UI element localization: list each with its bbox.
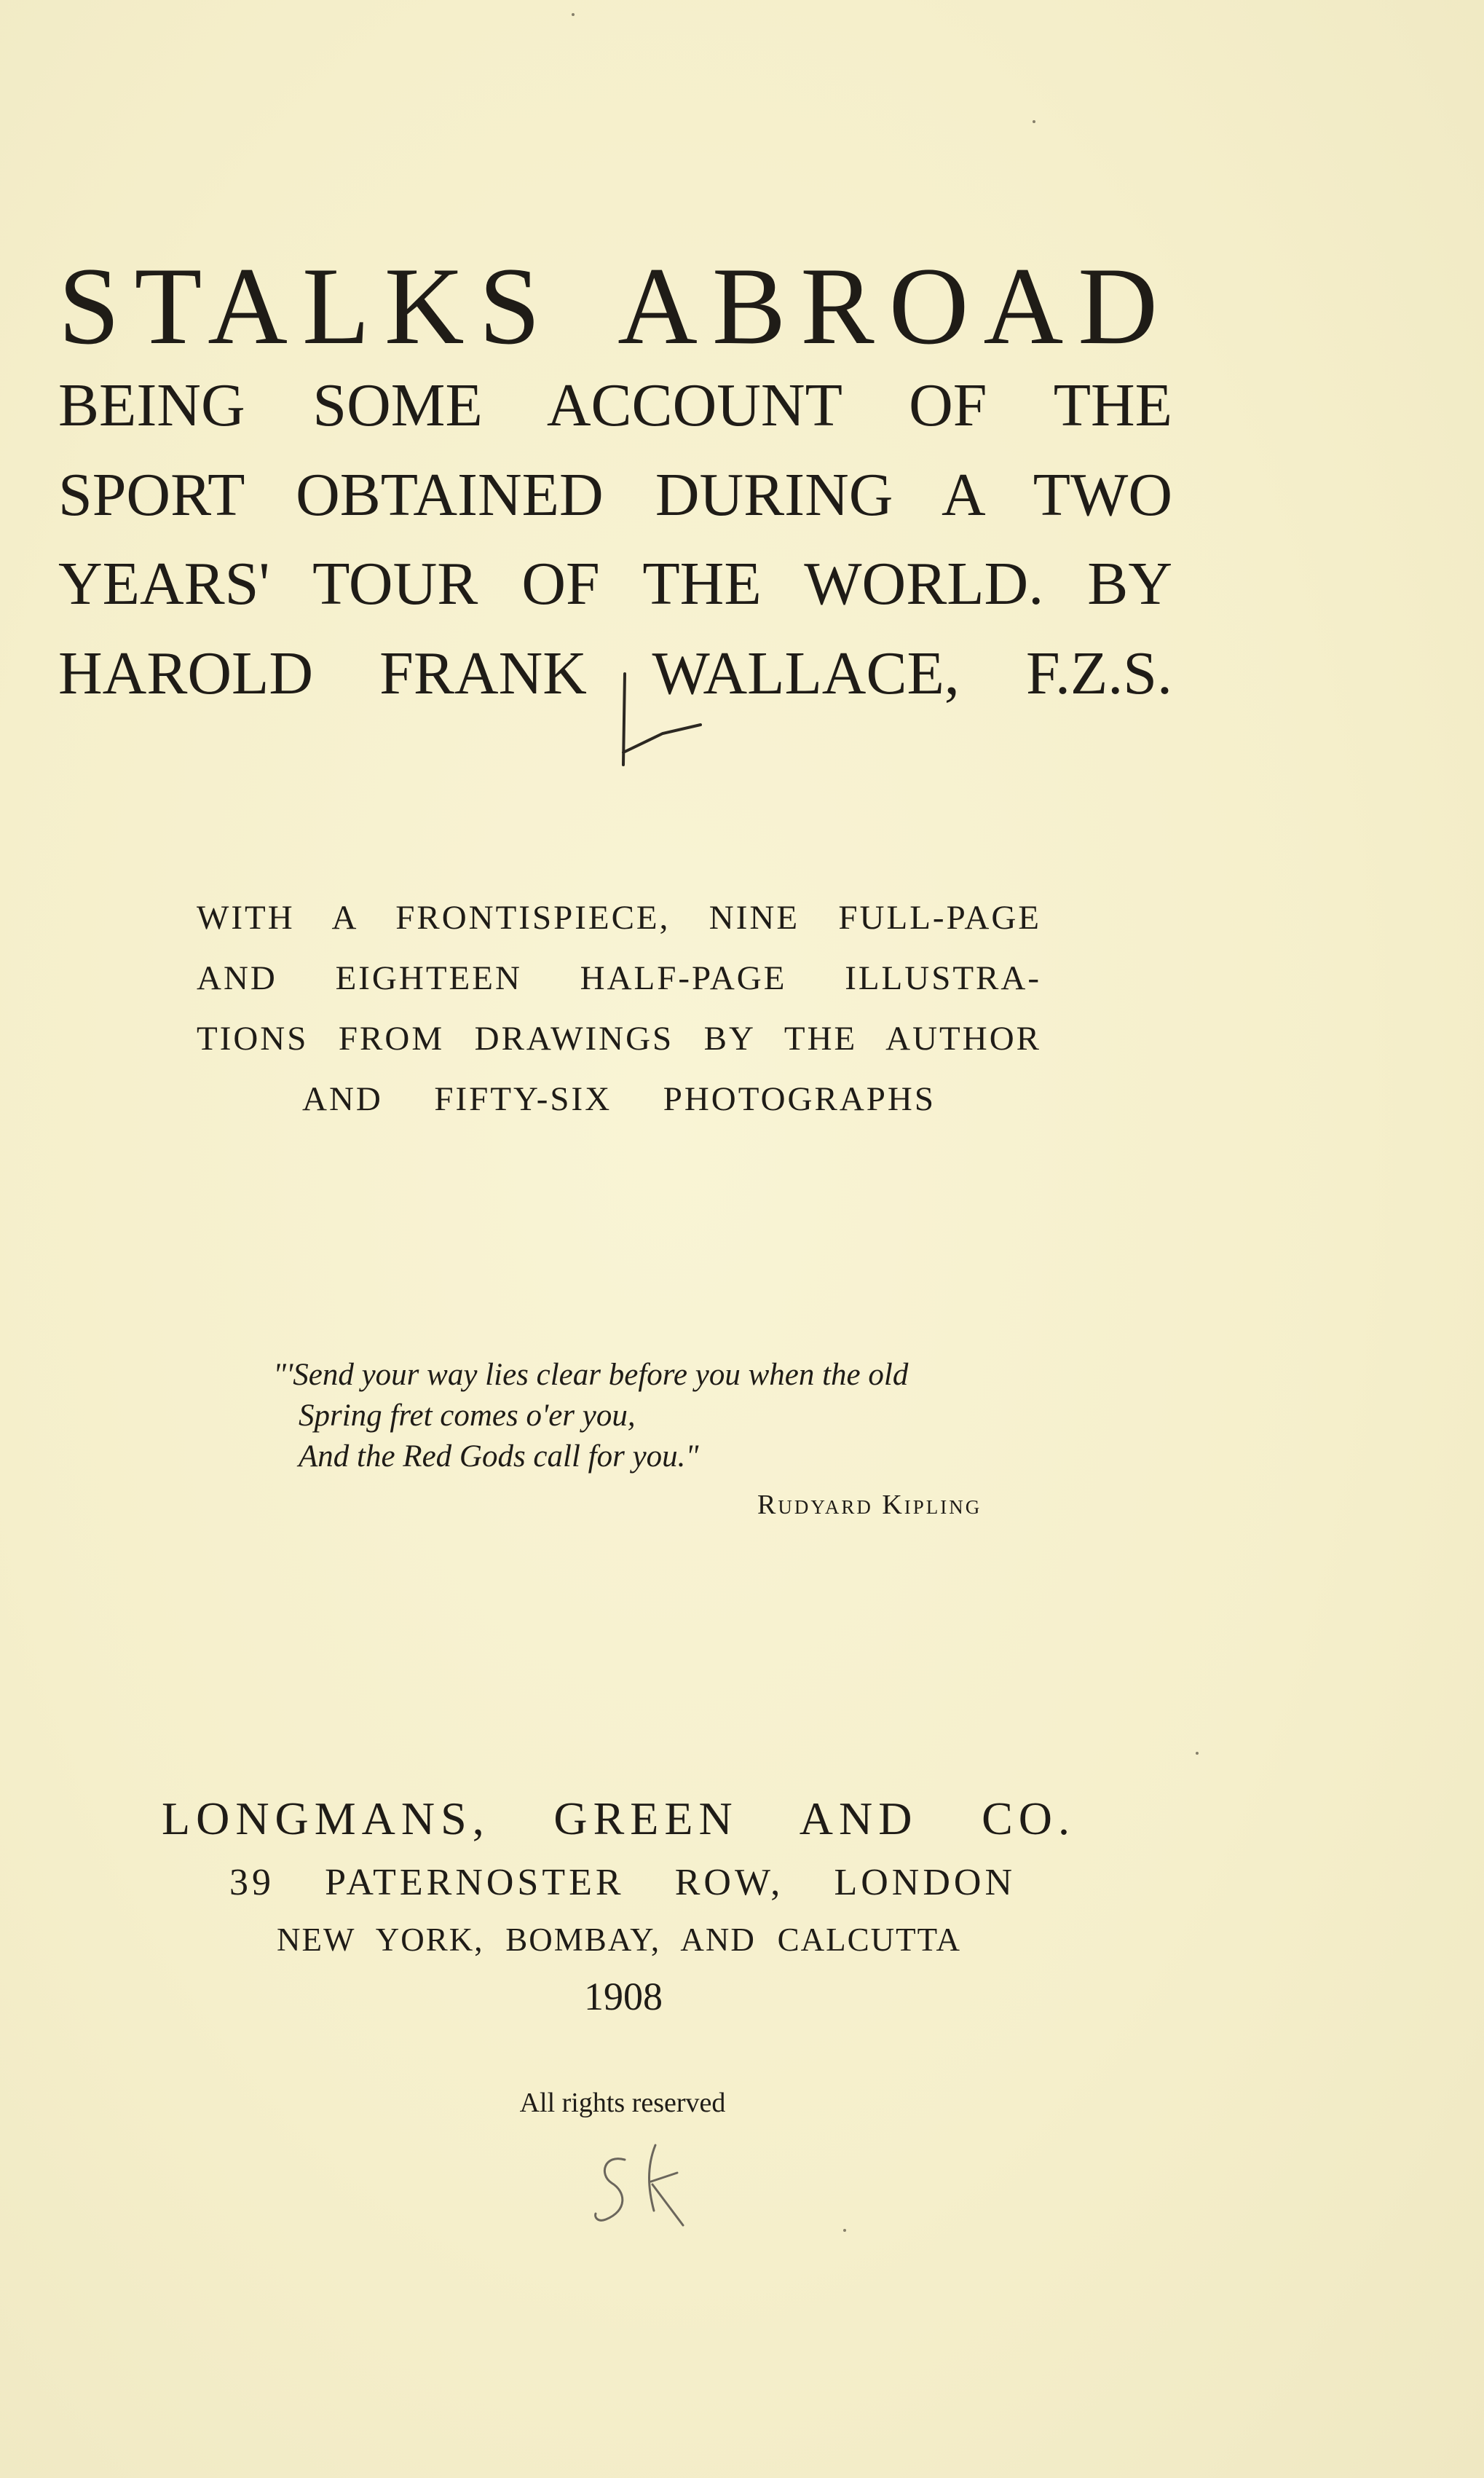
publisher-address: 39 PATERNOSTER ROW, LONDON <box>229 1862 1016 1903</box>
rights-notice: All rights reserved <box>519 2088 726 2118</box>
publisher-cities: NEW YORK, BOMBAY, AND CALCUTTA <box>277 1922 961 1958</box>
epigraph-line: Spring fret comes o'er you, <box>299 1399 636 1433</box>
epigraph-line: "'Send your way lies clear before you when the old <box>273 1358 909 1392</box>
publication-year: 1908 <box>584 1975 663 2018</box>
illustrations-line: AND EIGHTEEN HALF-PAGE ILLUSTRA- <box>197 959 1041 997</box>
publisher-name: LONGMANS, GREEN AND CO. <box>162 1793 1075 1844</box>
paper-speck <box>843 2229 846 2232</box>
subtitle-line: BEING SOME ACCOUNT OF THE <box>58 371 1172 439</box>
illustrations-line: WITH A FRONTISPIECE, NINE FULL-PAGE <box>197 899 1041 937</box>
handwritten-mark <box>619 666 706 768</box>
paper-speck <box>1196 1752 1199 1755</box>
epigraph-attribution: Rudyard Kipling <box>757 1490 982 1520</box>
subtitle-line: YEARS' TOUR OF THE WORLD. BY <box>58 550 1172 618</box>
subtitle-line: SPORT OBTAINED DURING A TWO <box>58 461 1172 529</box>
paper-speck <box>572 13 575 16</box>
paper-speck <box>1033 120 1035 123</box>
illustrations-line: AND FIFTY-SIX PHOTOGRAPHS <box>302 1080 936 1118</box>
illustrations-line: TIONS FROM DRAWINGS BY THE AUTHOR <box>197 1020 1041 1058</box>
epigraph-line: And the Red Gods call for you." <box>299 1439 699 1474</box>
subtitle-author-line: HAROLD FRANK WALLACE, F.Z.S. <box>58 640 1172 707</box>
handwritten-initials <box>590 2138 699 2240</box>
book-title: STALKS ABROAD <box>58 245 1172 367</box>
